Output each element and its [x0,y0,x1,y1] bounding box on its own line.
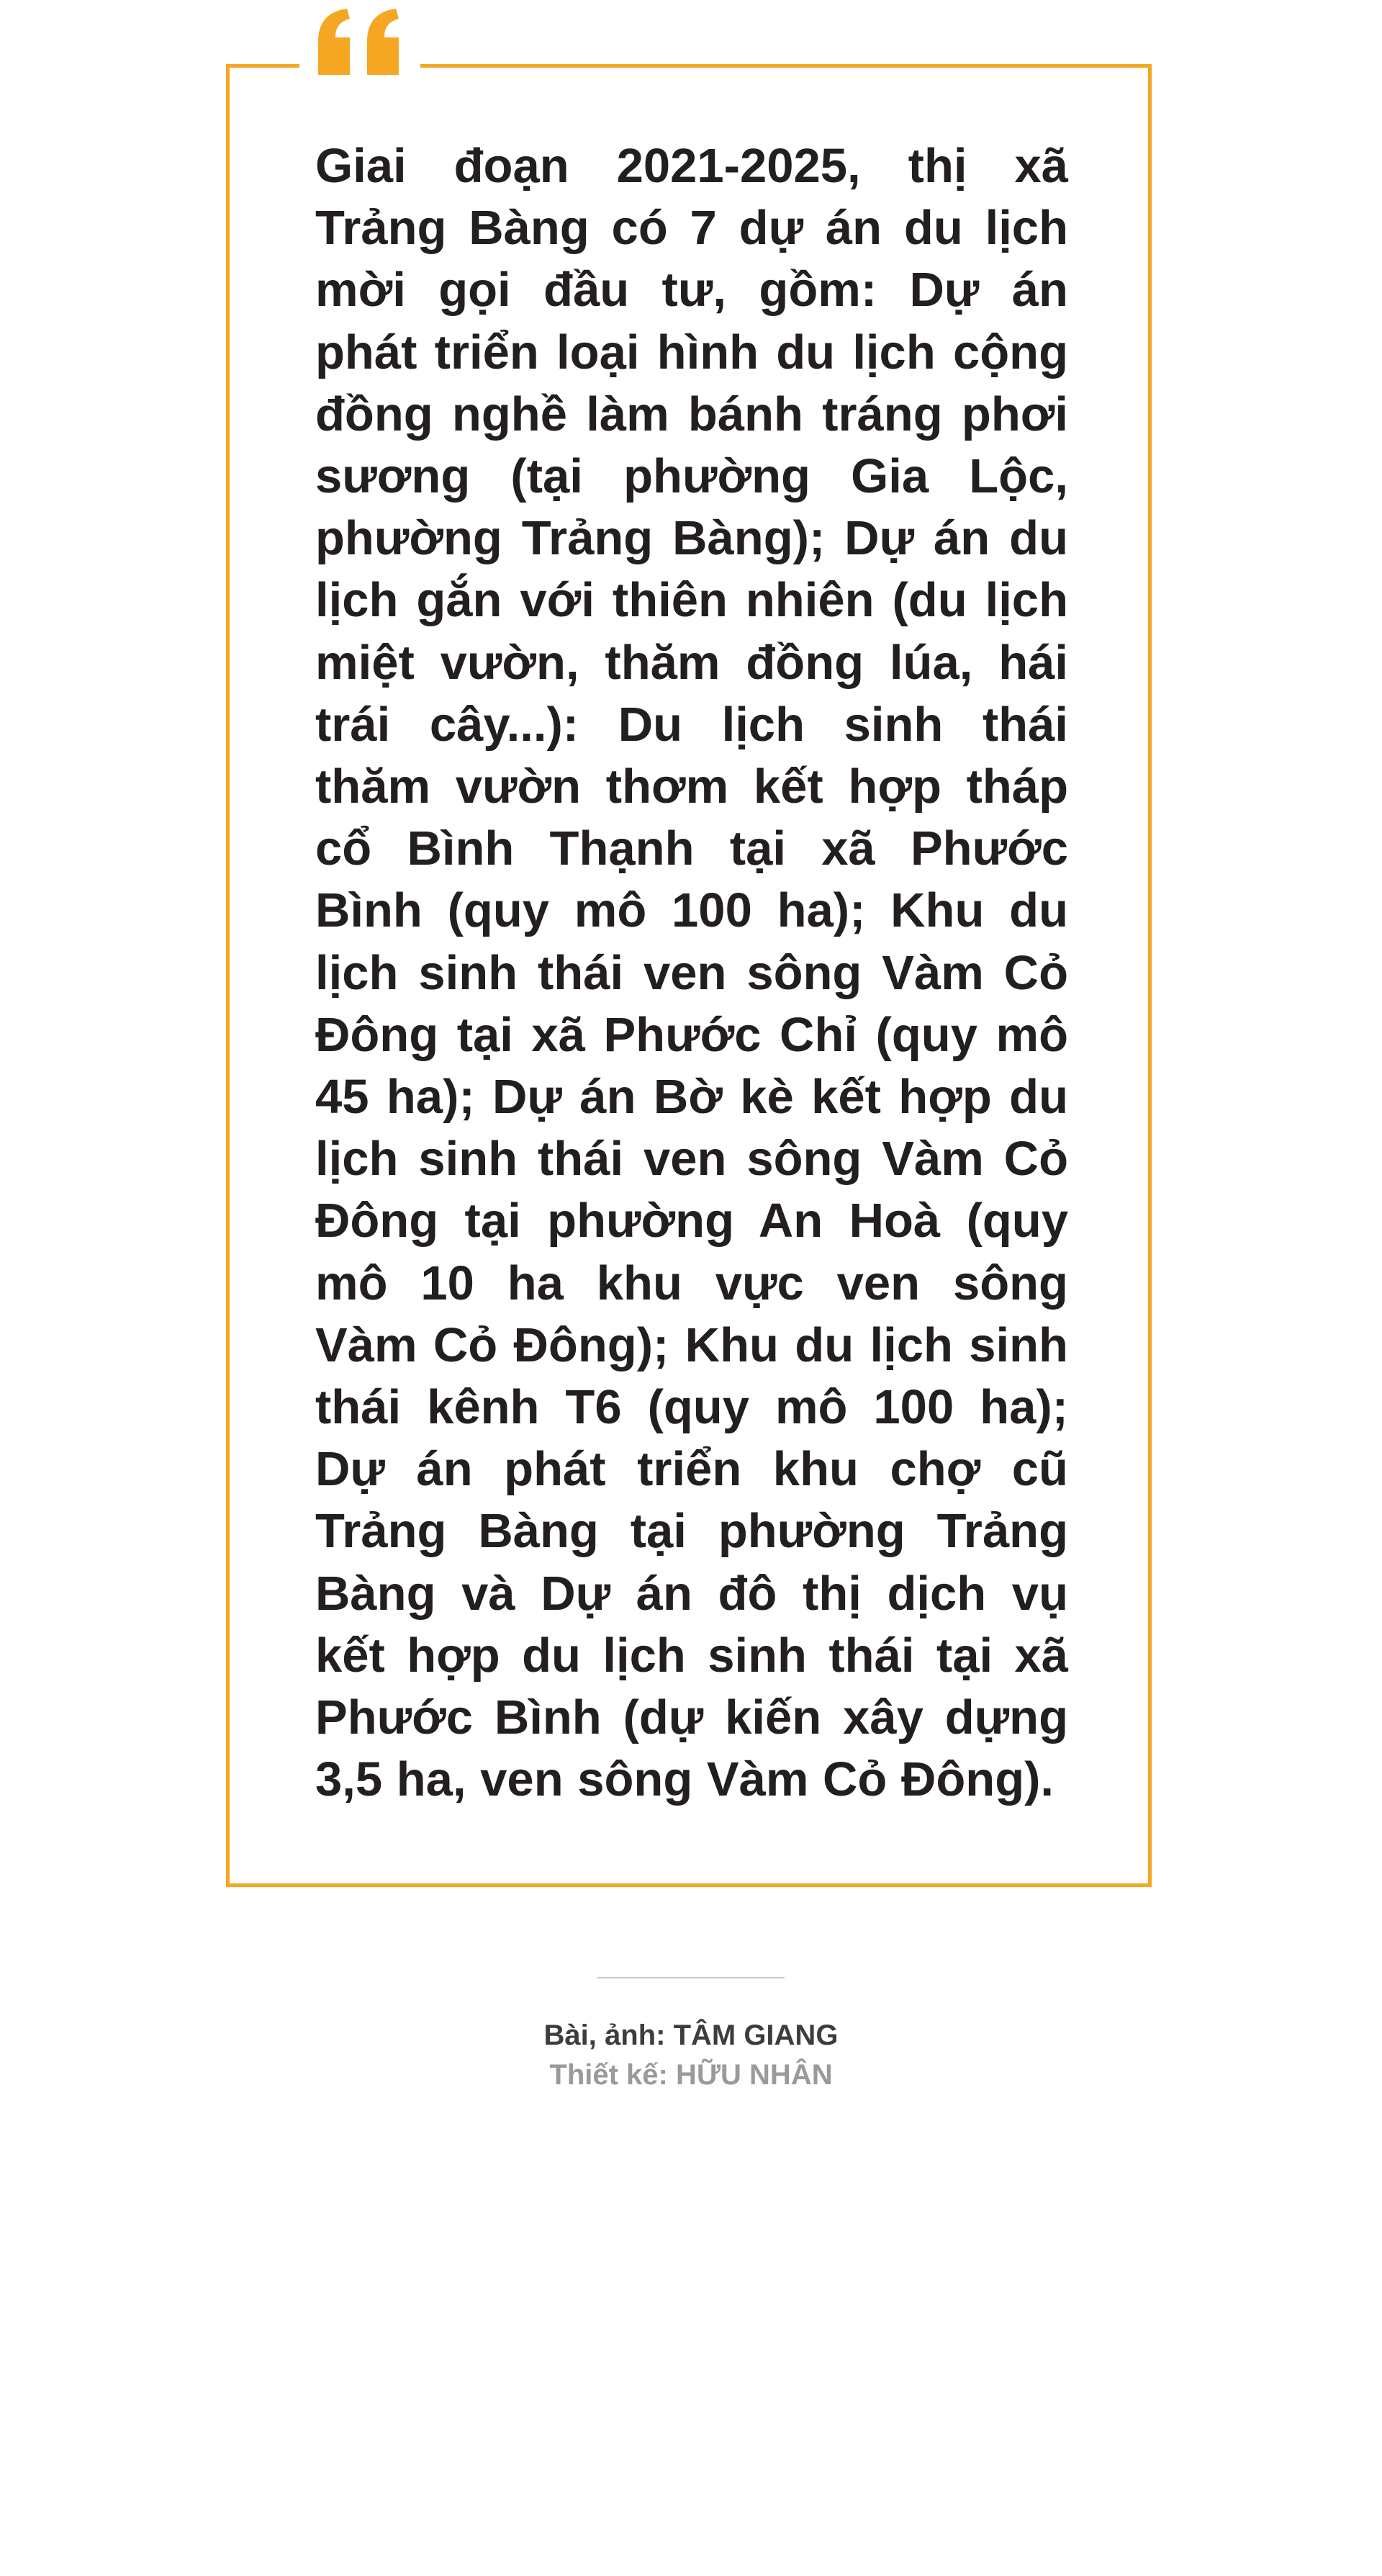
open-quote-icon [299,9,420,117]
quote-text: Giai đoạn 2021-2025, thị xã Trảng Bàng có 7 dự án du lịch mời gọi đầu tư, gồm: Dự án phát triển loại hình du lịch cộng đồng nghề làm bánh tráng phơi sương (tại phường Gia Lộc, phường Trảng Bàng); Dự án du lịch gắn với thiên nhiên (du lịch miệt vườn, thăm đồng lúa, hái trái cây...): Du lịch sinh thái thăm vườn thơm kết hợp tháp cổ Bình Thạnh tại xã Phước Bình (quy mô 100 ha); Khu du lịch sinh thái ven sông Vàm Cỏ Đông tại xã Phước Chỉ (quy mô 45 ha); Dự án Bờ kè kết hợp du lịch sinh thái ven sông Vàm Cỏ Đông tại phường An Hoà (quy mô 10 ha khu vực ven sông Vàm Cỏ Đông); Khu du lịch sinh thái kênh T6 (quy mô 100 ha); Dự án phát triển khu chợ cũ Trảng Bàng tại phường Trảng Bàng và Dự án đô thị dịch vụ kết hợp du lịch sinh thái tại xã Phước Bình (dự kiến xây dựng 3,5 ha, ven sông Vàm Cỏ Đông). [315,139,1068,1807]
design-credit: Thiết kế: HỮU NHÂN [549,2059,833,2091]
credits [0,2016,1382,2095]
author-credit: Bài, ảnh: TÂM GIANG [543,2019,839,2051]
credit-divider [597,1977,785,1978]
